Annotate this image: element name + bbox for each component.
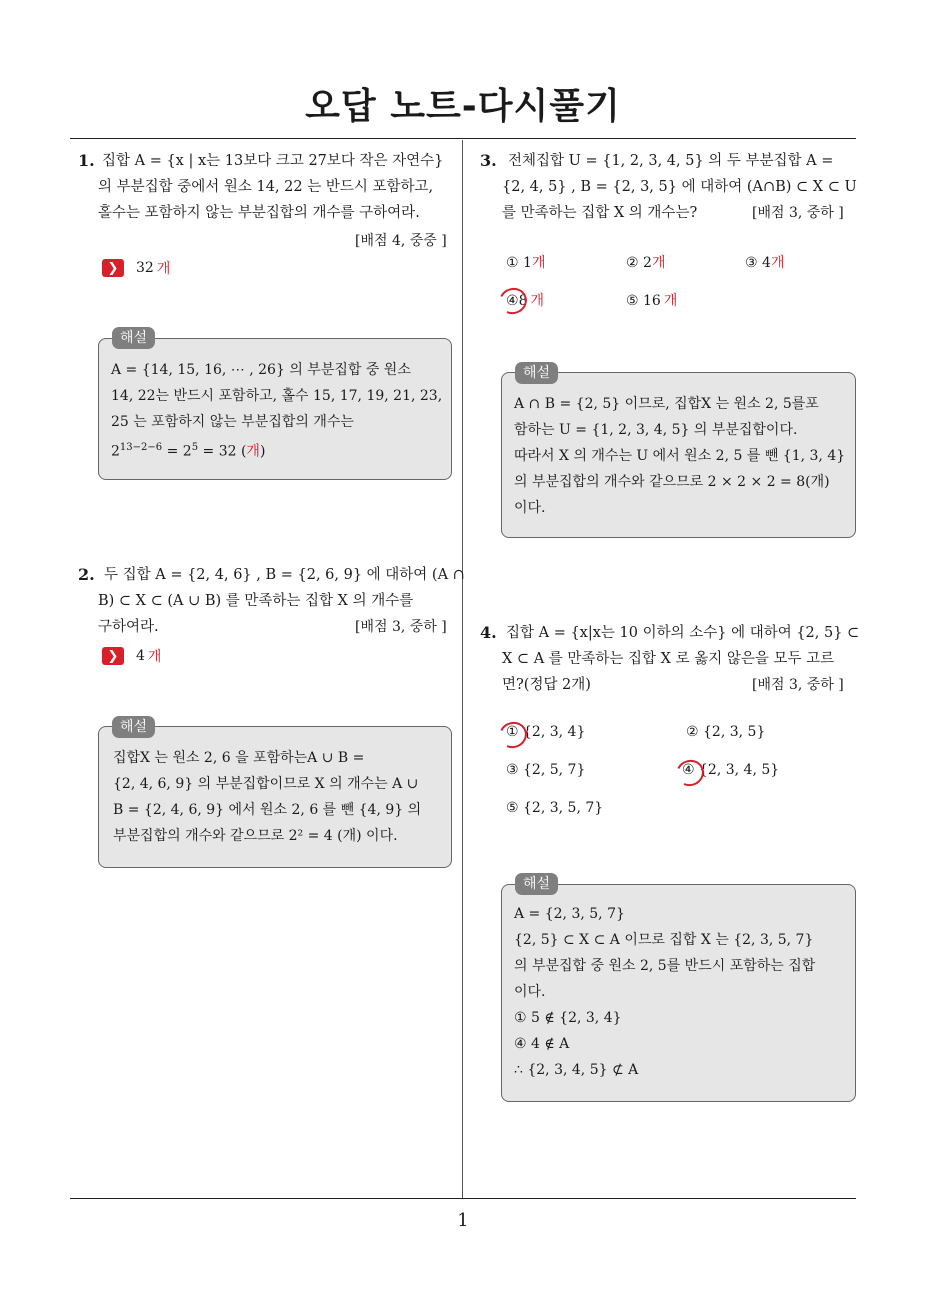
explanation-box <box>501 372 856 538</box>
problem-number: 2. <box>78 565 95 584</box>
answer-row <box>102 646 161 666</box>
explanation-line: 따라서 X 의 개수는 U 에서 원소 2, 5 를 뺀 {1, 3, 4} <box>514 448 846 464</box>
problem-line: 의 부분집합 중에서 원소 14, 22 는 반드시 포함하고, <box>98 179 434 195</box>
explanation-line: 의 부분집합의 개수와 같으므로 2 × 2 × 2 = 8(개) <box>514 474 830 490</box>
problem-number: 1. <box>78 151 95 170</box>
problem-line: B) ⊂ X ⊂ (A ∪ B) 를 만족하는 집합 X 의 개수를 <box>98 593 414 609</box>
explanation-line: 이다. <box>514 500 546 516</box>
explanation-tag: 해설 <box>112 716 155 738</box>
explanation-line: A = {2, 3, 5, 7} <box>514 906 625 922</box>
explanation-line: 부분집합의 개수와 같으므로 2² = 4 (개) 이다. <box>113 828 398 844</box>
problem-number: 3. <box>480 151 497 170</box>
problem-line: {2, 4, 5} , B = {2, 3, 5} 에 대하여 (A∩B) ⊂ X ⊂ U <box>502 179 857 195</box>
answer-unit: 개 <box>147 649 162 665</box>
explanation-line: B = {2, 4, 6, 9} 에서 원소 2, 6 를 뺀 {4, 9} 의 <box>113 802 422 818</box>
explanation-tag: 해설 <box>515 873 558 895</box>
problem-line: 두 집합 A = {2, 4, 6} , B = {2, 6, 9} 에 대하여 (A ∩ <box>104 567 465 583</box>
explanation-line: ① 5 ∉ {2, 3, 4} <box>514 1010 622 1026</box>
choice-2[interactable]: ② 2개 <box>626 255 666 271</box>
explanation-formula: $2^{13-2-6} = 2^5 = 32$ (개) <box>111 442 266 460</box>
chevron-right-icon: ❯ <box>102 259 124 277</box>
explanation-line: 의 부분집합 중 원소 2, 5를 반드시 포함하는 집합 <box>514 958 816 974</box>
explanation-line: {2, 5} ⊂ X ⊂ A 이므로 집합 X 는 {2, 3, 5, 7} <box>514 932 814 948</box>
explanation-line: {2, 4, 6, 9} 의 부분집합이므로 X 의 개수는 A ∪ <box>113 776 419 792</box>
problem-line: 전체집합 U = {1, 2, 3, 4, 5} 의 두 부분집합 A = <box>508 153 834 169</box>
choice-3[interactable]: ③ {2, 5, 7} <box>506 762 586 778</box>
explanation-line: 함하는 U = {1, 2, 3, 4, 5} 의 부분집합이다. <box>514 422 798 438</box>
answer-value: 4 <box>136 648 145 664</box>
score-label: [배점 3, 중하 ] <box>752 205 844 221</box>
explanation-line: A = {14, 15, 16, ⋯ , 26} 의 부분집합 중 원소 <box>111 362 411 378</box>
choice-5[interactable]: ⑤ 16 개 <box>626 293 678 309</box>
page-title: 오답 노트-다시풀기 <box>305 86 621 127</box>
explanation-line: 집합X 는 원소 2, 6 을 포함하는A ∪ B = <box>113 750 365 766</box>
choice-5[interactable]: ⑤ {2, 3, 5, 7} <box>506 800 604 816</box>
problem-line: 를 만족하는 집합 X 의 개수는? <box>502 205 698 221</box>
chevron-right-icon: ❯ <box>102 647 124 665</box>
problem-number: 4. <box>480 623 497 642</box>
problem-line: 집합 A = {x | x는 13보다 크고 27보다 작은 자연수} <box>102 153 444 169</box>
choice-4[interactable]: ④ {2, 3, 4, 5} <box>682 762 780 778</box>
choice-1[interactable]: ① 1개 <box>506 255 546 271</box>
explanation-box <box>98 726 452 868</box>
score-label: [배점 3, 중하 ] <box>355 619 447 635</box>
problem-line: 면?(정답 2개) <box>502 677 591 693</box>
explanation-line: 이다. <box>514 984 546 1000</box>
explanation-line: ∴ {2, 3, 4, 5} ⊄ A <box>514 1062 639 1078</box>
problem-line: X ⊂ A 를 만족하는 집합 X 로 옳지 않은을 모두 고르 <box>502 651 835 667</box>
score-label: [배점 3, 중하 ] <box>752 677 844 693</box>
bottom-rule <box>70 1198 856 1199</box>
choice-1[interactable]: ① {2, 3, 4} <box>506 724 586 740</box>
explanation-line: 14, 22는 반드시 포함하고, 홀수 15, 17, 19, 21, 23, <box>111 388 443 404</box>
page-number: 1 <box>457 1210 469 1231</box>
answer-unit: 개 <box>156 261 171 277</box>
explanation-box <box>98 338 452 480</box>
explanation-box <box>501 884 856 1102</box>
score-label: [배점 4, 중중 ] <box>355 233 447 249</box>
choice-4[interactable]: ④8 개 <box>506 293 545 309</box>
top-rule <box>70 138 856 139</box>
explanation-line: ④ 4 ∉ A <box>514 1036 570 1052</box>
explanation-tag: 해설 <box>112 327 155 349</box>
explanation-tag: 해설 <box>515 362 558 384</box>
answer-value: 32 <box>136 260 154 276</box>
explanation-line: A ∩ B = {2, 5} 이므로, 집합X 는 원소 2, 5를포 <box>514 396 819 412</box>
problem-line: 구하여라. <box>98 619 159 635</box>
problem-line: 집합 A = {x|x는 10 이하의 소수} 에 대하여 {2, 5} ⊂ <box>506 625 860 641</box>
column-divider <box>462 140 463 1198</box>
choice-3[interactable]: ③ 4개 <box>745 255 785 271</box>
answer-row <box>102 258 170 278</box>
problem-line: 홀수는 포함하지 않는 부분집합의 개수를 구하여라. <box>98 205 420 221</box>
explanation-line: 25 는 포함하지 않는 부분집합의 개수는 <box>111 414 354 430</box>
choice-2[interactable]: ② {2, 3, 5} <box>686 724 766 740</box>
